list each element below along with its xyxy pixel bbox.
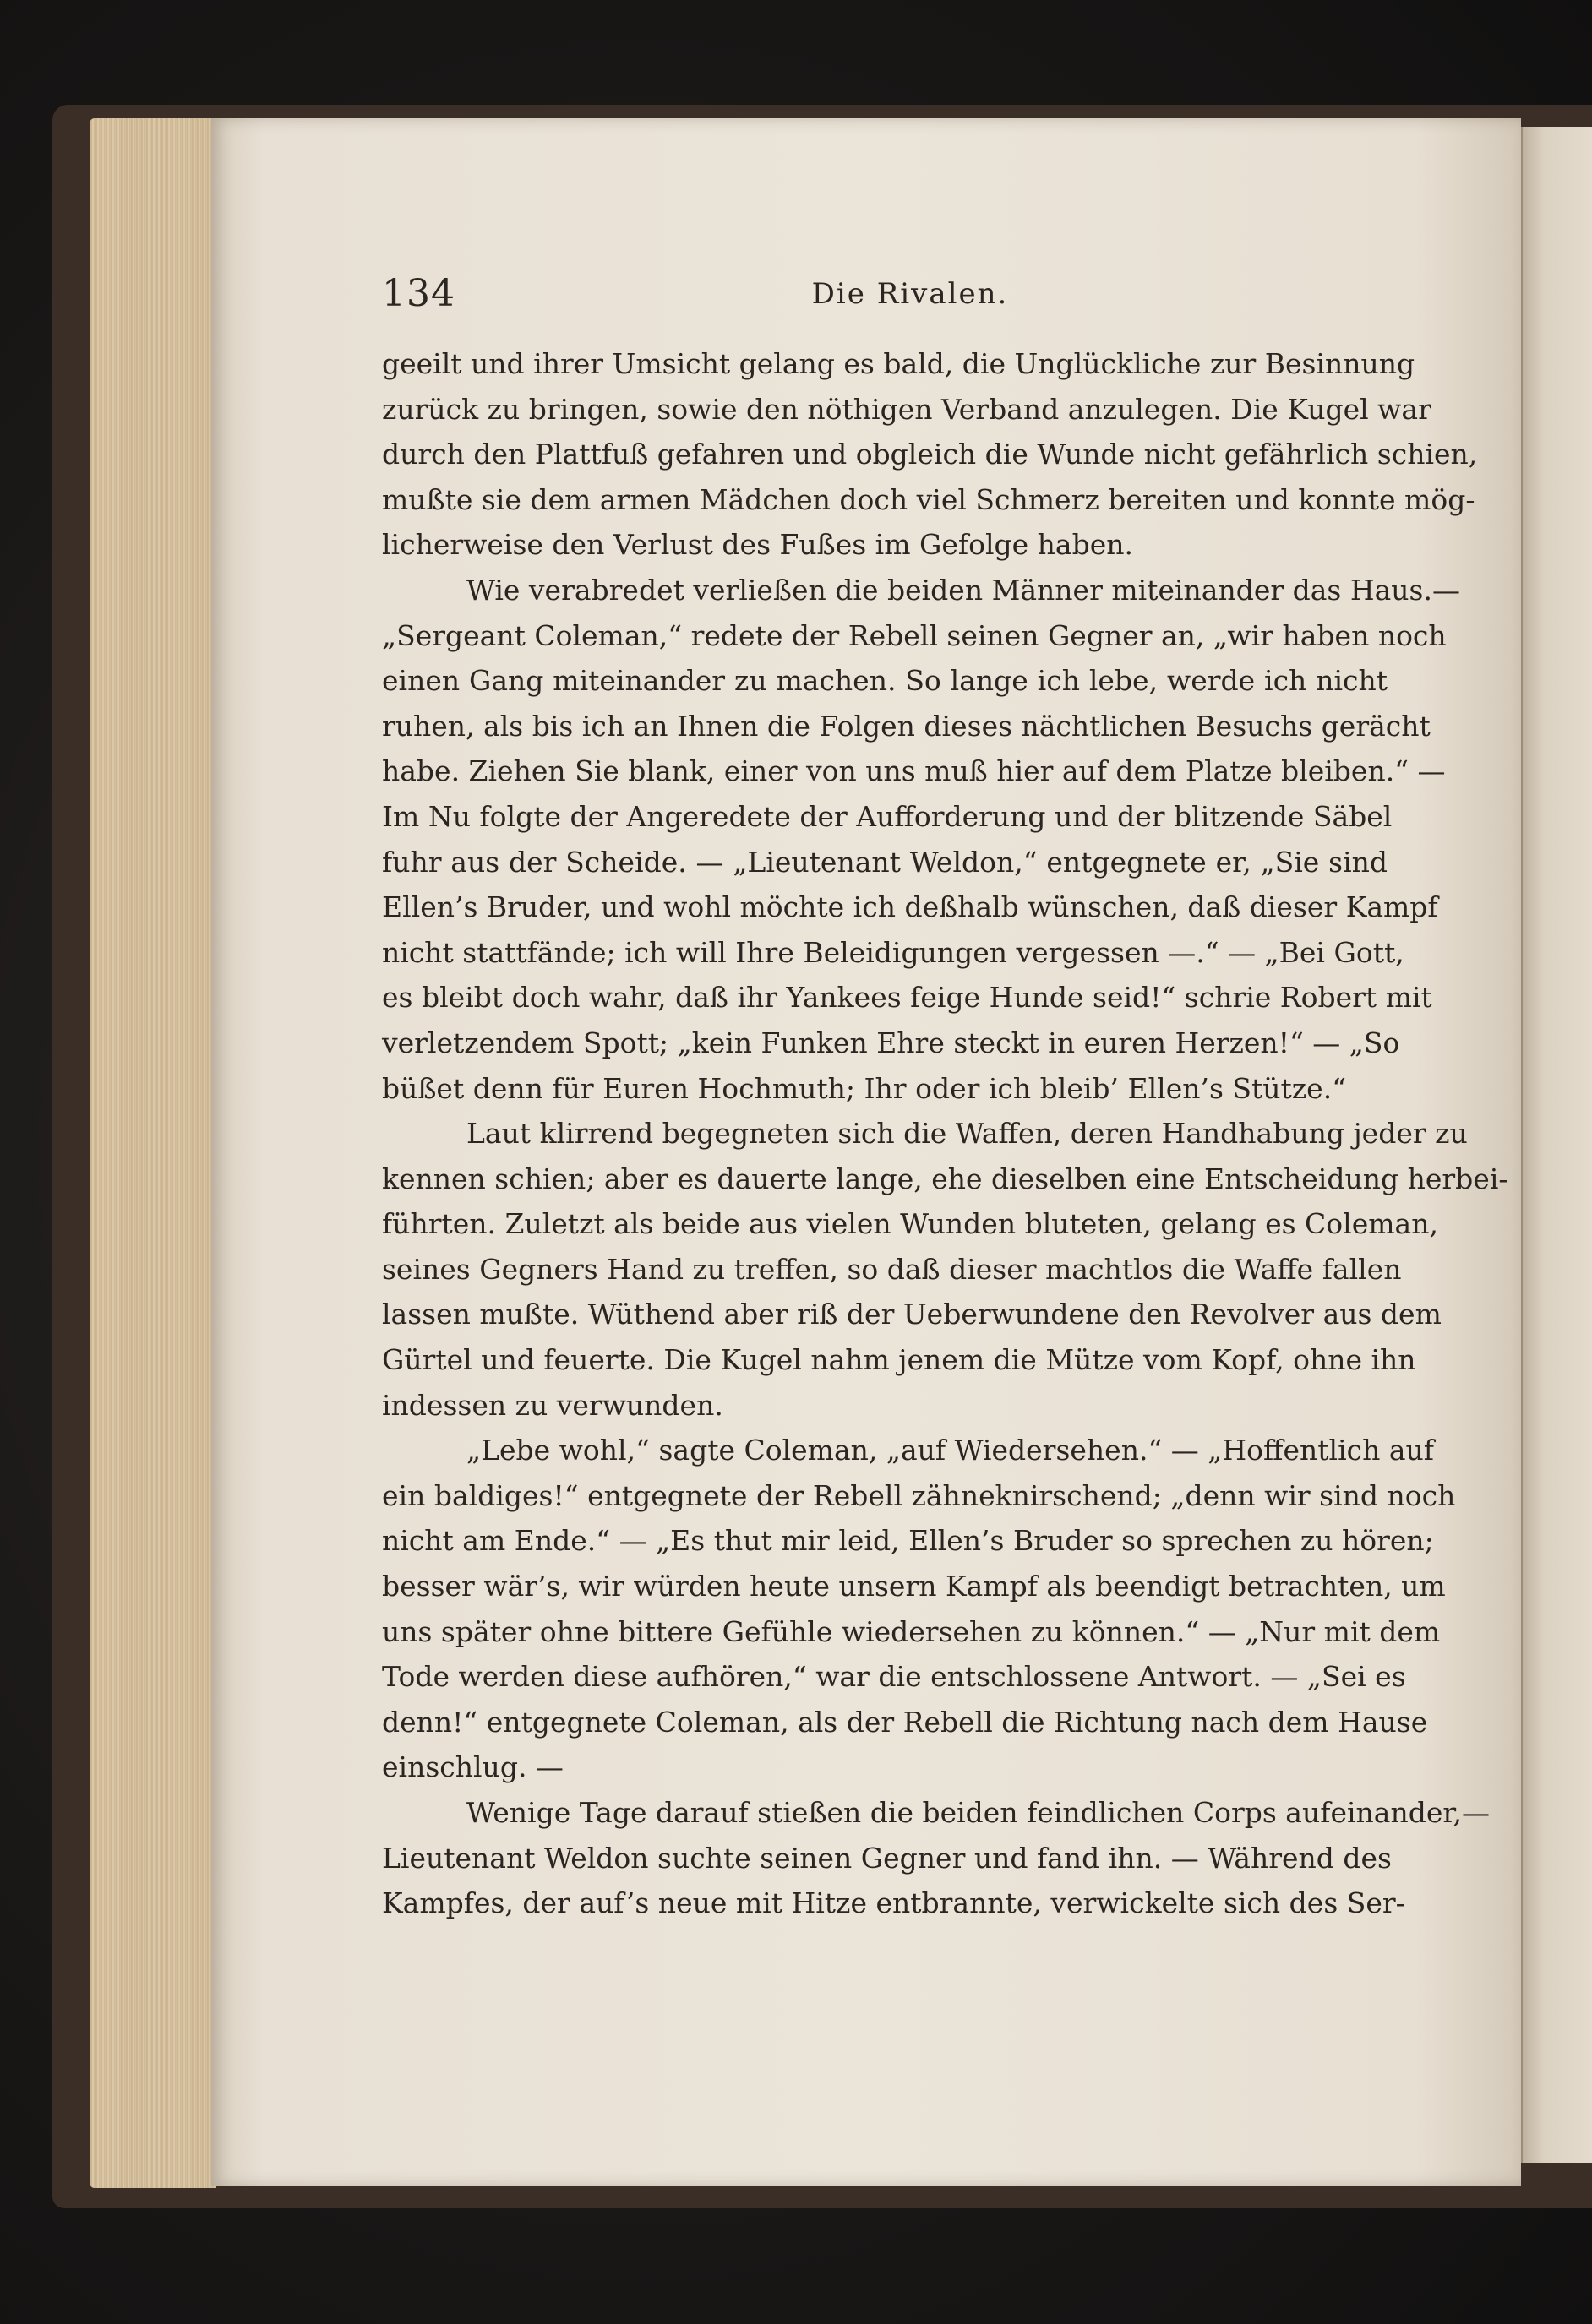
page-number: 134 bbox=[382, 272, 455, 315]
text-line: besser wär’s, wir würden heute unsern Kampf als beendigt betrachten, um bbox=[382, 1570, 1446, 1603]
text-line: Laut klirrend begegneten sich die Waffen, deren Handhabung jeder zu bbox=[466, 1117, 1468, 1151]
text-line: Im Nu folgte der Angeredete der Aufforderung und der blitzende Säbel bbox=[382, 799, 1393, 833]
text-line: Ellen’s Bruder, und wohl möchte ich deßhalb wünschen, daß dieser Kampf bbox=[382, 890, 1438, 924]
text-line: ein baldiges!“ entgegnete der Rebell zähneknirschend; „denn wir sind noch bbox=[382, 1478, 1456, 1512]
text-line: ruhen, als bis ich an Ihnen die Folgen dieses nächtlichen Besuchs gerächt bbox=[382, 709, 1431, 743]
body-text bbox=[382, 341, 1508, 1926]
running-title: Die Rivalen. bbox=[811, 277, 1009, 311]
text-line: Lieutenant Weldon suchte seinen Gegner und fand ihn. — Während des bbox=[382, 1841, 1392, 1875]
text-line: Gürtel und feuerte. Die Kugel nahm jenem die Mütze vom Kopf, ohne ihn bbox=[382, 1343, 1416, 1377]
text-line: verletzendem Spott; „kein Funken Ehre steckt in euren Herzen!“ — „So bbox=[382, 1026, 1400, 1059]
text-line: Wenige Tage darauf stießen die beiden feindlichen Corps aufeinander,— bbox=[466, 1796, 1491, 1829]
page-header bbox=[382, 272, 1388, 323]
text-line: einschlug. — bbox=[382, 1750, 564, 1784]
text-line: licherweise den Verlust des Fußes im Gefolge haben. bbox=[382, 528, 1133, 562]
text-line: büßet denn für Euren Hochmuth; Ihr oder ich bleib’ Ellen’s Stütze.“ bbox=[382, 1071, 1347, 1105]
text-line: habe. Ziehen Sie blank, einer von uns muß hier auf dem Platze bleiben.“ — bbox=[382, 754, 1446, 788]
text-line: uns später ohne bittere Gefühle wiedersehen zu können.“ — „Nur mit dem bbox=[382, 1614, 1441, 1648]
text-line: „Lebe wohl,“ sagte Coleman, „auf Wiedersehen.“ — „Hoffentlich auf bbox=[466, 1434, 1434, 1467]
text-line: durch den Plattfuß gefahren und obgleich die Wunde nicht gefährlich schien, bbox=[382, 438, 1478, 471]
text-line: indessen zu verwunden. bbox=[382, 1388, 723, 1422]
text-line: nicht stattfände; ich will Ihre Beleidigungen vergessen —.“ — „Bei Gott, bbox=[382, 935, 1404, 969]
text-line: lassen mußte. Wüthend aber riß der Ueberwundene den Revolver aus dem bbox=[382, 1298, 1442, 1331]
facing-page-edge bbox=[1521, 127, 1592, 2163]
text-line: mußte sie dem armen Mädchen doch viel Schmerz bereiten und konnte mög- bbox=[382, 482, 1475, 516]
page-edges bbox=[90, 118, 216, 2188]
text-line: fuhr aus der Scheide. — „Lieutenant Weldon,“ entgegnete er, „Sie sind bbox=[382, 845, 1388, 879]
text-line: nicht am Ende.“ — „Es thut mir leid, Ellen’s Bruder so sprechen zu hören; bbox=[382, 1524, 1434, 1558]
text-line: „Sergeant Coleman,“ redete der Rebell seinen Gegner an, „wir haben noch bbox=[382, 618, 1447, 652]
text-line: zurück zu bringen, sowie den nöthigen Verband anzulegen. Die Kugel war bbox=[382, 392, 1431, 426]
text-line: einen Gang miteinander zu machen. So lange ich lebe, werde ich nicht bbox=[382, 664, 1388, 698]
text-line: Wie verabredet verließen die beiden Männer miteinander das Haus.— bbox=[466, 573, 1460, 607]
text-line: geeilt und ihrer Umsicht gelang es bald, die Unglückliche zur Besinnung bbox=[382, 347, 1415, 380]
text-line: Tode werden diese aufhören,“ war die entschlossene Antwort. — „Sei es bbox=[382, 1660, 1406, 1694]
text-line: es bleibt doch wahr, daß ihr Yankees feige Hunde seid!“ schrie Robert mit bbox=[382, 981, 1432, 1015]
text-line: denn!“ entgegnete Coleman, als der Rebell die Richtung nach dem Hause bbox=[382, 1705, 1428, 1739]
text-line: seines Gegners Hand zu treffen, so daß dieser machtlos die Waffe fallen bbox=[382, 1252, 1402, 1286]
text-line: führten. Zuletzt als beide aus vielen Wunden bluteten, gelang es Coleman, bbox=[382, 1207, 1438, 1241]
text-line: Kampfes, der auf’s neue mit Hitze entbrannte, verwickelte sich des Ser- bbox=[382, 1886, 1405, 1920]
text-line: kennen schien; aber es dauerte lange, ehe dieselben eine Entscheidung herbei- bbox=[382, 1162, 1508, 1195]
